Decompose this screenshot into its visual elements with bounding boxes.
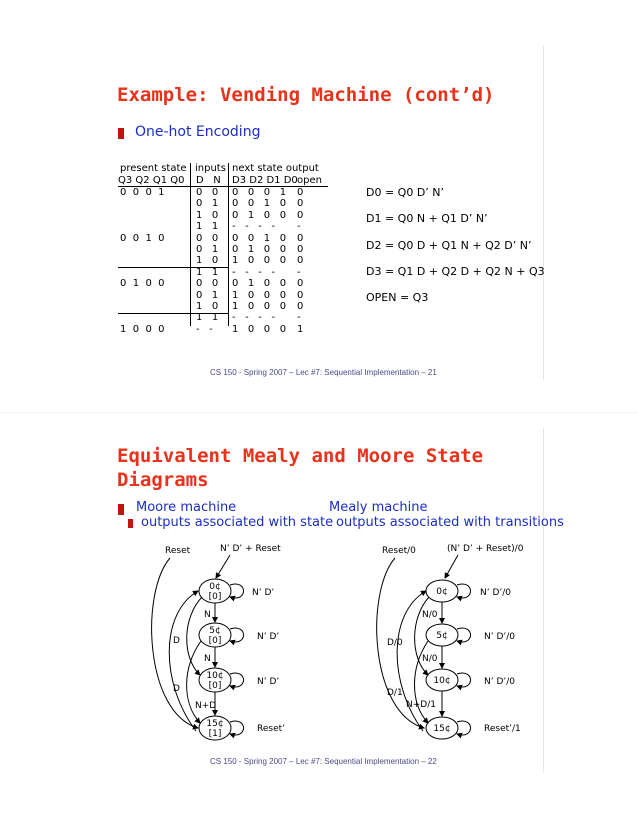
table-divider-next	[228, 163, 229, 326]
moore-top-arrow	[216, 555, 230, 578]
sub-bullet-marker	[128, 519, 133, 528]
mealy-n-label-1: N/0	[422, 610, 438, 620]
moore-self-label-0: N’ D’	[252, 588, 275, 598]
open-output-cell: -	[297, 266, 301, 278]
mealy-state-0	[426, 580, 458, 602]
table-col-next	[232, 187, 286, 335]
mealy-sub-bullet: outputs associated with transitions	[336, 515, 564, 530]
mealy-bullet: Mealy machine	[329, 500, 428, 515]
mealy-d-label-1: D/0	[387, 638, 403, 648]
inputs-cell: 1 0	[196, 300, 219, 312]
present-state-cell	[120, 255, 165, 266]
mealy-self-label-15: Reset’/1	[484, 724, 521, 734]
moore-state-5-name: 5¢	[209, 626, 221, 636]
mealy-self-label-5: N’ D’/0	[484, 632, 516, 642]
moore-n-label-2: N	[204, 654, 211, 664]
moore-self-label-10: N’ D’	[257, 677, 280, 687]
mealy-self-label-0: N’ D’/0	[480, 588, 512, 598]
equation-d3: D3 = Q1 D + Q2 D + Q2 N + Q3	[366, 265, 545, 278]
open-output-cell: 0	[297, 289, 304, 301]
mealy-self-loop-10	[457, 673, 471, 687]
moore-d-label-2: D	[173, 684, 180, 694]
bullet-marker	[118, 504, 124, 515]
present-state-cell	[120, 290, 165, 301]
equation-d1: D1 = Q0 N + Q1 D’ N’	[366, 212, 488, 225]
open-output-cell: 1	[297, 323, 304, 335]
next-state-cell: 1 0 0 0	[232, 323, 287, 335]
open-output-cell: 0	[297, 209, 304, 221]
inputs-cell: 0 0	[196, 278, 219, 290]
moore-sub-bullet: outputs associated with state	[141, 515, 334, 530]
next-state-cell: 0 1 0 0	[232, 243, 287, 255]
moore-nd-label: N+D	[195, 701, 217, 711]
open-output-cell: 0	[297, 243, 304, 255]
equation-d0: D0 = Q0 D’ N’	[366, 186, 445, 199]
mealy-top-label: (N’ D’ + Reset)/0	[447, 544, 524, 554]
open-output-cell: 0	[297, 187, 304, 198]
next-state-cell: 1 0 0 0	[232, 300, 287, 312]
slide-footer: CS 150 - Spring 2007 – Lec #7: Sequential Implementation – 22	[210, 757, 437, 766]
mealy-state-15	[426, 717, 458, 739]
table-divider-inputs	[190, 163, 191, 326]
present-state-cell	[120, 221, 165, 232]
mealy-self-loop-0	[457, 584, 471, 598]
open-output-cell: 0	[297, 198, 304, 210]
next-state-cell: - - - -	[232, 312, 276, 324]
equation-open: OPEN = Q3	[366, 291, 429, 304]
mealy-top-arrow	[445, 555, 458, 578]
mealy-state-10	[426, 669, 458, 691]
moore-self-loop-0	[230, 584, 244, 598]
inputs-cell: 0 1	[196, 289, 219, 301]
table-subheader-present: Q3 Q2 Q1 Q0	[118, 175, 185, 186]
moore-reset-label: Reset	[165, 546, 191, 556]
next-state-cell: 0 0 0 1	[232, 187, 287, 198]
inputs-cell: 0 1	[196, 198, 219, 210]
inputs-cell: 1 0	[196, 209, 219, 221]
next-state-cell: 0 0 1 0	[232, 198, 287, 210]
table-header-inputs: inputs	[195, 163, 226, 174]
present-state-cell: 1 0 0 0	[120, 323, 165, 335]
open-output-cell: 0	[297, 278, 304, 290]
inputs-cell: 1 1	[196, 221, 219, 233]
table-subheader-next: D3 D2 D1 D0	[232, 175, 298, 186]
next-state-cell: 1 0 0 0	[232, 255, 287, 267]
slide-footer: CS 150 - Spring 2007 – Lec #7: Sequential Implementation – 21	[210, 368, 437, 377]
mealy-state-10-name: 10¢	[433, 676, 451, 686]
moore-state-5-out: [0]	[208, 636, 222, 646]
mealy-state-0-name: 0¢	[436, 587, 448, 597]
inputs-cell: 0 0	[196, 187, 219, 198]
present-state-cell: 0 0 0 1	[120, 187, 165, 198]
moore-state-0	[199, 579, 231, 603]
moore-top-label: N’ D’ + Reset	[220, 544, 281, 554]
next-state-cell: - - - -	[232, 221, 276, 233]
moore-bullet: Moore machine	[136, 500, 237, 515]
inputs-cell: - -	[196, 323, 213, 335]
table-header-present: present state	[120, 163, 187, 174]
inputs-cell: 0 0	[196, 232, 219, 244]
slide-title: Example: Vending Machine (cont’d)	[117, 84, 495, 106]
present-state-cell	[120, 198, 165, 209]
moore-self-label-15: Reset’	[257, 724, 286, 734]
mealy-self-loop-5	[457, 628, 471, 642]
slide-title-line2: Diagrams	[117, 469, 209, 491]
inputs-cell: 1 1	[196, 312, 219, 324]
present-state-cell	[120, 244, 165, 255]
inputs-cell: 1 0	[196, 255, 219, 267]
moore-state-15-out: [1]	[208, 729, 222, 739]
moore-self-loop-10	[230, 673, 244, 687]
moore-state-15	[199, 716, 231, 740]
present-state-cell	[120, 301, 165, 312]
moore-state-10-name: 10¢	[206, 671, 224, 681]
table-subheader-inputs: D N	[196, 175, 221, 186]
present-state-cell	[120, 267, 165, 278]
table-col-open	[297, 187, 303, 335]
mealy-state-15-name: 15¢	[433, 724, 451, 734]
present-state-cell: 0 1 0 0	[120, 278, 165, 290]
mealy-self-label-10: N’ D’/0	[484, 677, 516, 687]
open-output-cell: 0	[297, 300, 304, 312]
moore-d-label-1: D	[173, 636, 180, 646]
moore-n-label-1: N	[204, 610, 211, 620]
slide-title-line1: Equivalent Mealy and Moore State	[117, 445, 484, 467]
next-state-cell: 0 0 1 0	[232, 232, 287, 244]
present-state-cell	[120, 210, 165, 221]
table-col-inputs	[196, 187, 218, 335]
moore-self-loop-15	[230, 721, 244, 735]
moore-state-0-name: 0¢	[209, 582, 221, 592]
open-output-cell: -	[297, 312, 301, 324]
moore-state-10	[199, 668, 231, 692]
next-state-cell: 0 1 0 0	[232, 209, 287, 221]
mealy-reset-label: Reset/0	[382, 546, 416, 556]
table-header-next: next state output	[232, 163, 319, 174]
slide-22	[0, 413, 638, 826]
mealy-n-label-2: N/0	[422, 654, 438, 664]
moore-state-diagram	[140, 533, 310, 753]
moore-state-0-out: [0]	[208, 592, 222, 602]
table-subheader-open: open	[297, 175, 322, 186]
mealy-d-label-2: D/1	[387, 688, 403, 698]
next-state-cell: 1 0 0 0	[232, 289, 287, 301]
mealy-nd-label: N+D/1	[406, 700, 436, 710]
open-output-cell: 0	[297, 232, 304, 244]
moore-state-15-name: 15¢	[206, 719, 224, 729]
mealy-state-diagram	[360, 533, 535, 753]
moore-self-label-5: N’ D’	[257, 632, 280, 642]
moore-state-5	[199, 623, 231, 647]
present-state-cell	[120, 312, 165, 323]
next-state-cell: 0 1 0 0	[232, 278, 287, 290]
slide-edge	[543, 428, 544, 773]
mealy-state-5-name: 5¢	[436, 631, 448, 641]
inputs-cell: 0 1	[196, 243, 219, 255]
table-col-present	[120, 187, 165, 335]
slide-edge	[543, 45, 544, 380]
open-output-cell: 0	[297, 255, 304, 267]
mealy-state-5	[426, 624, 458, 646]
open-output-cell: -	[297, 221, 301, 233]
next-state-cell: - - - -	[232, 266, 276, 278]
moore-state-10-out: [0]	[208, 681, 222, 691]
equation-d2: D2 = Q0 D + Q1 N + Q2 D’ N’	[366, 239, 532, 252]
bullet-marker	[118, 128, 124, 139]
bullet-text: One-hot Encoding	[135, 124, 261, 140]
present-state-cell: 0 0 1 0	[120, 232, 165, 244]
mealy-self-loop-15	[457, 721, 471, 735]
inputs-cell: 1 1	[196, 266, 219, 278]
moore-self-loop-5	[230, 628, 244, 642]
